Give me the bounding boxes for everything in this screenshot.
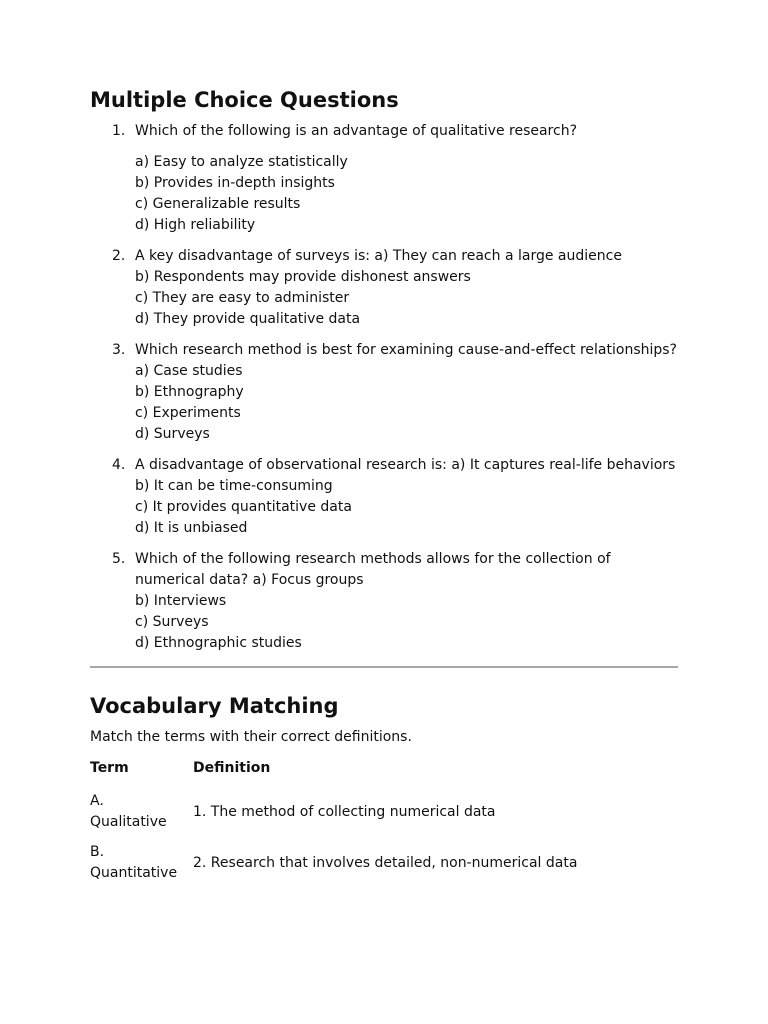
question-number: 1.: [112, 123, 126, 139]
term-letter: B.: [90, 844, 105, 860]
option: d) Ethnographic studies: [135, 635, 302, 651]
vocabulary-instruction: Match the terms with their correct definitions.: [90, 729, 412, 745]
option: b) Ethnography: [135, 384, 244, 400]
question-number: 3.: [112, 342, 126, 358]
term-word: Qualitative: [90, 814, 167, 830]
option: c) Surveys: [135, 614, 209, 630]
question-number: 2.: [112, 248, 126, 264]
question-text: A disadvantage of observational research is: a) It captures real-life behaviors: [135, 457, 676, 473]
option-list: [135, 382, 678, 445]
table-row: [90, 833, 585, 884]
multiple-choice-heading: Multiple Choice Questions: [90, 88, 399, 112]
question-4: [90, 455, 678, 539]
table-header-row: [90, 758, 585, 782]
question-1: [90, 121, 678, 236]
option: d) High reliability: [135, 217, 256, 233]
option: a) Easy to analyze statistically: [135, 154, 348, 170]
term-word: Quantitative: [90, 865, 178, 881]
question-text: Which of the following research methods allows for the collection of numerical data? a) Focus groups: [135, 551, 611, 588]
option: b) Interviews: [135, 593, 227, 609]
option: c) Generalizable results: [135, 196, 301, 212]
definition-column-header: Definition: [193, 760, 271, 776]
definition-cell: 1. The method of collecting numerical data: [193, 803, 496, 820]
vocabulary-table: [90, 758, 585, 884]
term-letter: A.: [90, 793, 104, 809]
option: c) It provides quantitative data: [135, 499, 352, 515]
question-number: 5.: [112, 551, 126, 567]
option: d) Surveys: [135, 426, 210, 442]
table-row: [90, 782, 585, 833]
definition-cell: 2. Research that involves detailed, non-numerical data: [193, 854, 578, 871]
section-divider: [90, 666, 678, 668]
option: c) Experiments: [135, 405, 241, 421]
term-cell: [90, 833, 193, 884]
question-2: [90, 246, 678, 330]
question-number: 4.: [112, 457, 126, 473]
option: d) They provide qualitative data: [135, 311, 361, 327]
option-list: [135, 476, 678, 539]
option-list: [135, 267, 678, 330]
question-text: Which research method is best for examining cause-and-effect relationships? a) Case studies: [135, 342, 677, 379]
option: b) Respondents may provide dishonest answers: [135, 269, 471, 285]
option: c) They are easy to administer: [135, 290, 350, 306]
question-text: A key disadvantage of surveys is: a) They can reach a large audience: [135, 248, 622, 264]
option-list: [135, 152, 678, 236]
question-3: [90, 340, 678, 445]
term-cell: [90, 782, 193, 833]
option: b) It can be time-consuming: [135, 478, 333, 494]
term-column-header: Term: [90, 760, 129, 776]
question-text: Which of the following is an advantage of qualitative research?: [135, 123, 577, 139]
option: b) Provides in-depth insights: [135, 175, 335, 191]
question-5: [90, 549, 678, 654]
option-list: [135, 591, 678, 654]
vocabulary-heading: Vocabulary Matching: [90, 694, 339, 718]
option: d) It is unbiased: [135, 520, 248, 536]
